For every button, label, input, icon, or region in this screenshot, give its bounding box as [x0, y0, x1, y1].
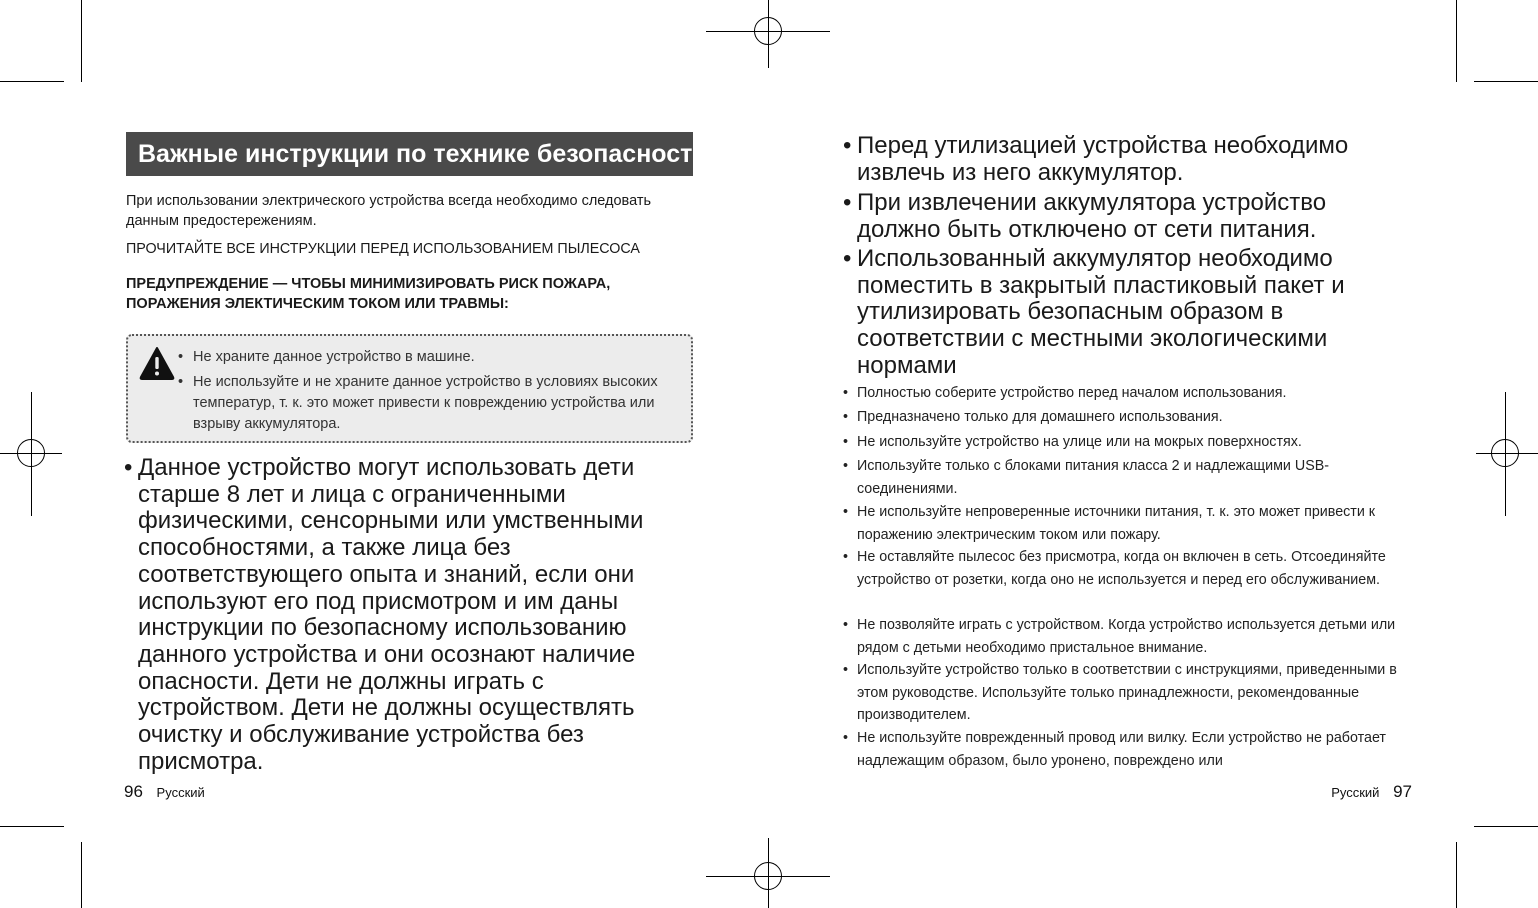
page-number: 97 [1393, 782, 1412, 801]
bullet-icon: • [843, 662, 849, 678]
list-item: • Полностью соберите устройство перед началом использования. [843, 382, 1403, 405]
intro-text: При использовании электрического устройства всегда необходимо следовать данным предостережениям. [126, 193, 652, 229]
bullet-icon: • [843, 245, 852, 272]
language-label: Русский [1331, 785, 1380, 800]
bullet-icon: • [843, 458, 849, 474]
warning-triangle-icon [139, 346, 175, 380]
warning-box [126, 334, 693, 443]
battery-bullet: • При извлечении аккумулятора устройство должно быть отключено от сети питания. [843, 189, 1327, 243]
bullet-icon: • [843, 385, 849, 401]
battery-bullet: • Перед утилизацией устройства необходимо извлечь из него аккумулятор. [843, 132, 1349, 186]
read-all-instructions: ПРОЧИТАЙТЕ ВСЕ ИНСТРУКЦИИ ПЕРЕД ИСПОЛЬЗОВАНИЕМ ПЫЛЕСОСА [126, 241, 640, 257]
list-item: • Не позволяйте играть с устройством. Когда устройство используется детьми или рядом с детьми необходимо пристальное внимание. [843, 614, 1403, 659]
section-title: Важные инструкции по технике безопасности [126, 132, 693, 176]
bullet-icon: • [843, 730, 849, 746]
warning-item: • Не используйте и не храните данное устройство в условиях высоких температур, т. к. это может привести к повреждению устройства или взрыву аккумулятора. [178, 374, 658, 432]
bullet-icon: • [843, 409, 849, 425]
list-item: • Используйте устройство только в соответствии с инструкциями, приведенными в этом руководстве. Используйте только принадлежности, рекомендованные производителем. [843, 659, 1403, 727]
bullet-icon: • [843, 434, 849, 450]
language-label: Русский [156, 785, 205, 800]
list-item: • Не используйте непроверенные источники питания, т. к. это может привести к поражению электрическим током или пожару. [843, 501, 1403, 546]
bullet-icon: • [843, 617, 849, 633]
bullet-icon: • [124, 454, 133, 481]
list-item: • Предназначено только для домашнего использования. [843, 406, 1403, 429]
warning-item: • Не храните данное устройство в машине. [178, 347, 658, 368]
bullet-icon: • [178, 349, 184, 365]
list-item: • Не используйте поврежденный провод или вилку. Если устройство не работает надлежащим образом, было уронено, повреждено или [843, 727, 1403, 772]
warning-heading: ПРЕДУПРЕЖДЕНИЕ — ЧТОБЫ МИНИМИЗИРОВАТЬ РИСК ПОЖАРА, ПОРАЖЕНИЯ ЭЛЕКТИЧЕСКИМ ТОКОМ ИЛИ ТРАВМЫ: [126, 276, 611, 312]
battery-bullet: • Использованный аккумулятор необходимо поместить в закрытый пластиковый пакет и утилизировать безопасным образом в соответствии с местными экологическими нормами [843, 245, 1345, 379]
bullet-icon: • [843, 504, 849, 520]
children-safety-bullet: • Данное устройство могут использовать дети старше 8 лет и лица с ограниченными физическими, сенсорными или умственными способностями, а также лица без соответствующего опыта и знаний, если они используют его под присмотром и им даны инструкции по безопасному использованию данного устройства и они осознают наличие опасности. Дети не должны играть с устройством. Дети не должны осуществлять очистку и обслуживание устройства без присмотра. [124, 454, 644, 775]
left-page-footer [124, 782, 205, 802]
list-item: • Не используйте устройство на улице или на мокрых поверхностях. [843, 431, 1403, 454]
page-number: 96 [124, 782, 143, 801]
list-item: • Не оставляйте пылесос без присмотра, когда он включен в сеть. Отсоединяйте устройство от розетки, когда оно не используется и перед его обслуживанием. [843, 546, 1403, 591]
bullet-icon: • [843, 132, 852, 159]
list-item: • Используйте только с блоками питания класса 2 и надлежащими USB-соединениями. [843, 455, 1403, 500]
bullet-icon: • [178, 374, 184, 390]
bullet-icon: • [843, 549, 849, 565]
right-page-footer [1331, 782, 1412, 802]
bullet-icon: • [843, 189, 852, 216]
